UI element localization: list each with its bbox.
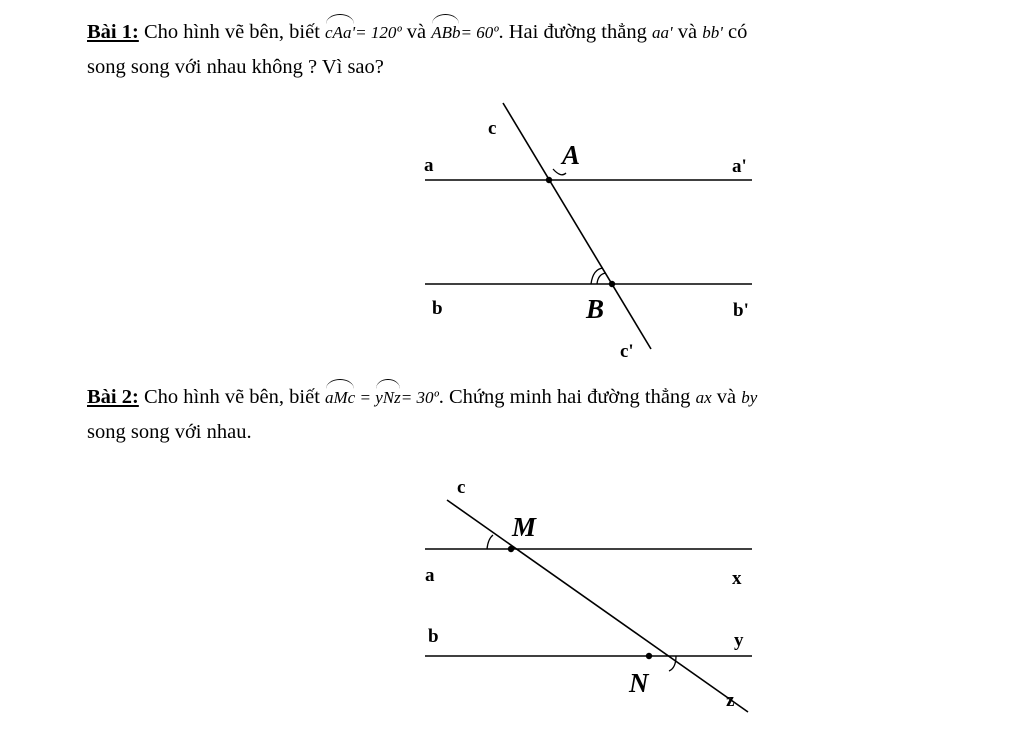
line-aa-prime: aa' [651, 23, 673, 42]
label-N: N [629, 668, 649, 698]
text: và [401, 21, 432, 43]
label-a: a [424, 155, 434, 176]
angle-value: = 60º [460, 23, 499, 42]
problem-1-line-2: song song với nhau không ? Vì sao? [87, 56, 384, 78]
text: và [672, 21, 703, 43]
line-bb-prime: bb' [702, 23, 723, 42]
text: và [711, 386, 742, 408]
angle-yNz: yNz [375, 381, 401, 415]
line-c [447, 500, 748, 712]
angle-arc-B-2 [597, 273, 606, 284]
label-c: c [488, 118, 497, 139]
point-B [609, 281, 615, 287]
text: . Chứng minh hai đường thẳng [438, 386, 696, 408]
point-M [508, 546, 514, 552]
label-A: A [562, 140, 581, 170]
angle-aMc: aMc [325, 381, 355, 415]
problem-2-line-2: song song với nhau. [87, 421, 252, 443]
figure-1-labels [424, 118, 749, 362]
equals: = [355, 388, 376, 407]
angle-value: = 30º [400, 388, 439, 407]
label-c-prime: c' [620, 341, 634, 362]
label-y: y [734, 630, 744, 651]
point-N [646, 653, 652, 659]
label-a: a [425, 565, 435, 586]
text: Cho hình vẽ bên, biết [138, 21, 326, 43]
angle-value: = 120º [355, 23, 402, 42]
label-c: c [457, 477, 466, 498]
figure-2 [425, 500, 752, 712]
label-b-prime: b' [733, 300, 749, 321]
label-B: B [586, 294, 605, 324]
label-x: x [732, 568, 742, 589]
problem-2-heading: Bài 2: [87, 386, 139, 408]
label-M: M [512, 512, 537, 542]
label-z: z [726, 690, 735, 711]
angle-arc-M [487, 535, 493, 549]
point-A [546, 177, 552, 183]
text: có [722, 21, 748, 43]
label-b: b [432, 298, 443, 319]
label-a-prime: a' [732, 156, 747, 177]
line-by: by [741, 388, 758, 407]
text: Cho hình vẽ bên, biết [138, 386, 326, 408]
line-ax: ax [695, 388, 712, 407]
angle-ABb: ABb [431, 16, 460, 50]
problem-1-heading: Bài 1: [87, 21, 139, 43]
text: . Hai đường thẳng [498, 21, 652, 43]
label-b: b [428, 626, 439, 647]
angle-cAa-prime: cAa' [325, 16, 355, 50]
